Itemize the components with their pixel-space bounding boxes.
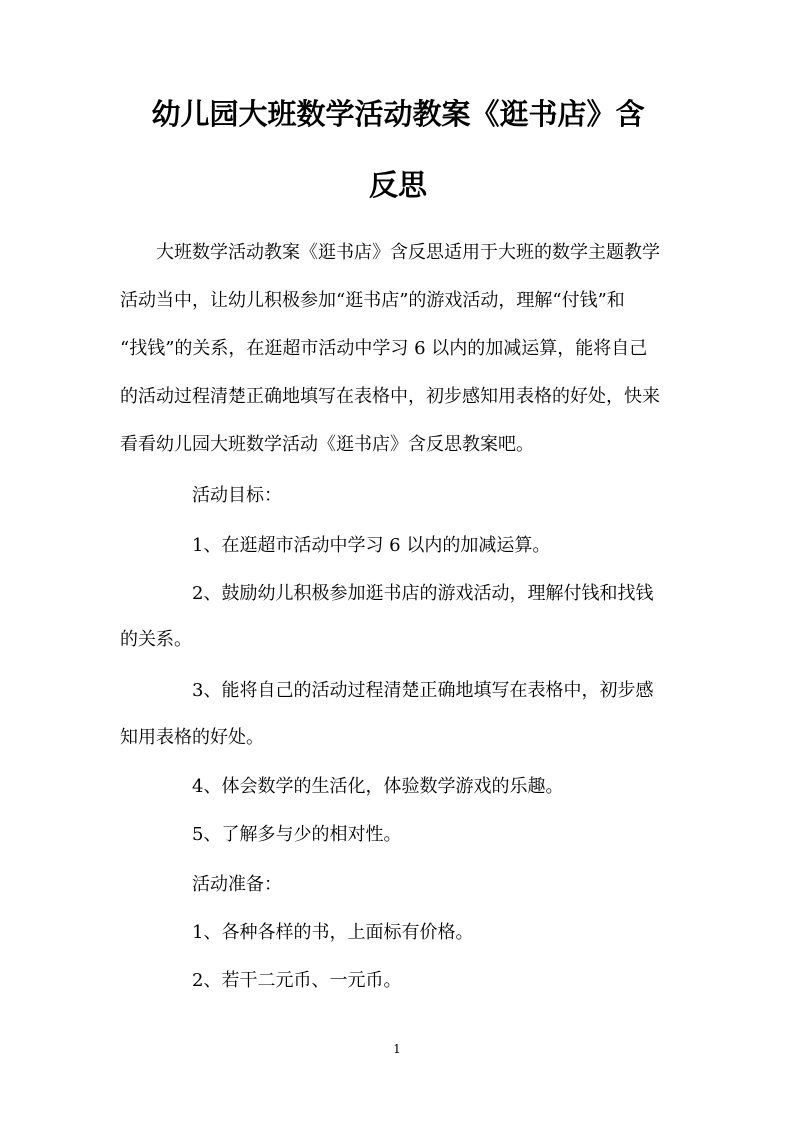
intro-line: 的活动过程清楚正确地填写在表格中，初步感知用表格的好处，快来 xyxy=(120,386,660,407)
goal-item: 1、在逛超市活动中学习 6 以内的加减运算。 xyxy=(192,535,551,556)
intro-line: 活动当中，让幼儿积极参加“逛书店”的游戏活动，理解“付钱”和 xyxy=(120,290,625,311)
page-number: 1 xyxy=(393,1042,401,1056)
goal-item: 2、鼓励幼儿积极参加逛书店的游戏活动，理解付钱和找钱 xyxy=(192,583,654,604)
document-title-line-1: 幼儿园大班数学活动教案《逛书店》含 xyxy=(151,97,645,131)
document-title-line-2: 反思 xyxy=(368,168,427,202)
prep-heading: 活动准备： xyxy=(192,874,282,895)
goal-item: 4、体会数学的生活化，体验数学游戏的乐趣。 xyxy=(192,776,564,797)
intro-line: 看看幼儿园大班数学活动《逛书店》含反思教案吧。 xyxy=(120,434,534,455)
goal-item-continuation: 的关系。 xyxy=(120,629,192,650)
goal-item: 5、了解多与少的相对性。 xyxy=(192,824,402,845)
goals-heading: 活动目标： xyxy=(192,485,282,506)
intro-line: “找钱”的关系，在逛超市活动中学习 6 以内的加减运算，能将自己 xyxy=(120,338,648,359)
prep-item: 2、若干二元币、一元币。 xyxy=(192,970,402,991)
goal-item-continuation: 知用表格的好处。 xyxy=(120,727,264,748)
intro-line: 大班数学活动教案《逛书店》含反思适用于大班的数学主题教学 xyxy=(156,242,660,263)
goal-item: 3、能将自己的活动过程清楚正确地填写在表格中，初步感 xyxy=(192,680,654,701)
prep-item: 1、各种各样的书，上面标有价格。 xyxy=(192,922,474,943)
